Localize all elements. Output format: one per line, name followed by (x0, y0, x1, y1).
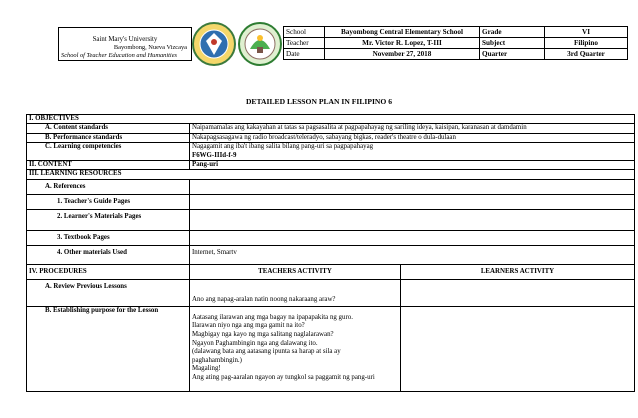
document-title: DETAILED LESSON PLAN IN FILIPINO 6 (245, 97, 393, 106)
procedures-heading: IV. PROCEDURES (27, 264, 190, 279)
content-standards-label: A. Content standards (27, 124, 190, 133)
resources-heading-row (27, 170, 635, 179)
university-seal-icon (191, 21, 237, 67)
purpose-line: Ngayon Paghambingin nga ang dalawang ito. (192, 339, 318, 347)
content-heading: II. CONTENT (27, 161, 190, 170)
references-row (27, 179, 635, 194)
references-label: A. References (27, 179, 190, 194)
resources-heading: III. LEARNING RESOURCES (27, 170, 635, 179)
other-materials-row (27, 245, 635, 264)
learning-competencies-text: Nagagamit ang iba't ibang salita bilang pang-uri sa pagpapahayag (192, 143, 374, 151)
meta-value: Mr. Victor R. Lopez, T-III (325, 38, 480, 49)
procedures-heading-row (27, 264, 635, 279)
university-name: Saint Mary's University (92, 36, 158, 43)
purpose-line: Aatasang ilarawan ang mga bagay na ipapapakita ng guro. (192, 313, 353, 321)
purpose-row (27, 306, 635, 391)
meta-value: VI (545, 27, 628, 38)
meta-value: Filipino (545, 38, 628, 49)
purpose-teachers-activity (190, 306, 401, 391)
textbook-row (27, 230, 635, 245)
references-value (190, 179, 635, 194)
school-seal-icon (237, 21, 283, 67)
learners-materials-value (190, 209, 635, 230)
lesson-plan-table (26, 114, 635, 392)
textbook-label: 3. Textbook Pages (27, 230, 190, 245)
performance-standards-label: B. Performance standards (27, 133, 190, 142)
teachers-guide-value (190, 194, 635, 209)
learning-competencies-label: C. Learning competencies (27, 143, 190, 161)
purpose-line: Magbigay nga kayo ng mga salitang naglalarawan? (192, 331, 334, 339)
review-text: Ano ang napag-aralan natin noong nakaraang araw? (190, 279, 401, 306)
meta-row (284, 27, 628, 38)
purpose-line: Ang ating pag-aaralan ngayon ay tungkol sa paggamit ng pang-uri (192, 374, 375, 381)
other-materials-label: 4. Other materials Used (27, 245, 190, 264)
review-label: A. Review Previous Lessons (27, 279, 190, 306)
objectives-heading-row (27, 115, 635, 124)
meta-label: Teacher (284, 38, 325, 49)
learning-competencies-cell (190, 143, 635, 161)
purpose-line: Ilarawan niyo nga ang mga gamit na ito? (192, 322, 305, 330)
meta-value: Bayombong Central Elementary School (325, 27, 480, 38)
performance-standards-row (27, 133, 635, 142)
purpose-line: (dalawang bata ang aatasang ipunta sa harap at sila ay (192, 348, 341, 356)
meta-label: Grade (480, 27, 545, 38)
teachers-guide-row (27, 194, 635, 209)
university-location: Bayombong, Nueva Vizcaya (113, 44, 187, 51)
meta-label: Subject (480, 38, 545, 49)
purpose-line: paghahambingin.) (192, 356, 242, 364)
meta-label: Quarter (480, 49, 545, 60)
learners-materials-row (27, 209, 635, 230)
meta-label: School (284, 27, 325, 38)
meta-label: Date (284, 49, 325, 60)
meta-row (284, 49, 628, 60)
meta-value: November 27, 2018 (325, 49, 480, 60)
meta-value: 3rd Quarter (545, 49, 628, 60)
college-name: School of Teacher Education and Humanities (61, 52, 178, 59)
textbook-value (190, 230, 635, 245)
content-row (27, 161, 635, 170)
university-header (58, 27, 192, 61)
content-value: Pang-uri (190, 161, 635, 170)
objectives-heading: I. OBJECTIVES (27, 115, 635, 124)
purpose-label: B. Establishing purpose for the Lesson (27, 306, 190, 391)
content-standards-row (27, 124, 635, 133)
teachers-activity-header: TEACHERS ACTIVITY (190, 264, 401, 279)
other-materials-value: Internet, Smartv (190, 245, 635, 264)
performance-standards-text: Nakapagsasagawa ng radio broadcast/teleradyo, sabayang bigkas, reader's theatre o dula-dulaan (190, 133, 635, 142)
teachers-guide-label: 1. Teacher's Guide Pages (27, 194, 190, 209)
meta-row (284, 38, 628, 49)
competency-code: F6WG-IIId-f-9 (192, 151, 237, 159)
learners-activity-header: LEARNERS ACTIVITY (401, 264, 635, 279)
purpose-learners-activity (401, 306, 635, 391)
review-learners (401, 279, 635, 306)
purpose-line: Magaling! (192, 365, 221, 373)
content-standards-text: Naipamamalas ang kakayahan at tatas sa pagsasalita at pagpapahayag ng sariling ideya, kaisipan, karanasan at damdamin (190, 124, 635, 133)
learners-materials-label: 2. Learner's Materials Pages (27, 209, 190, 230)
lesson-meta-table (283, 26, 628, 60)
review-row (27, 279, 635, 306)
learning-competencies-row (27, 143, 635, 161)
